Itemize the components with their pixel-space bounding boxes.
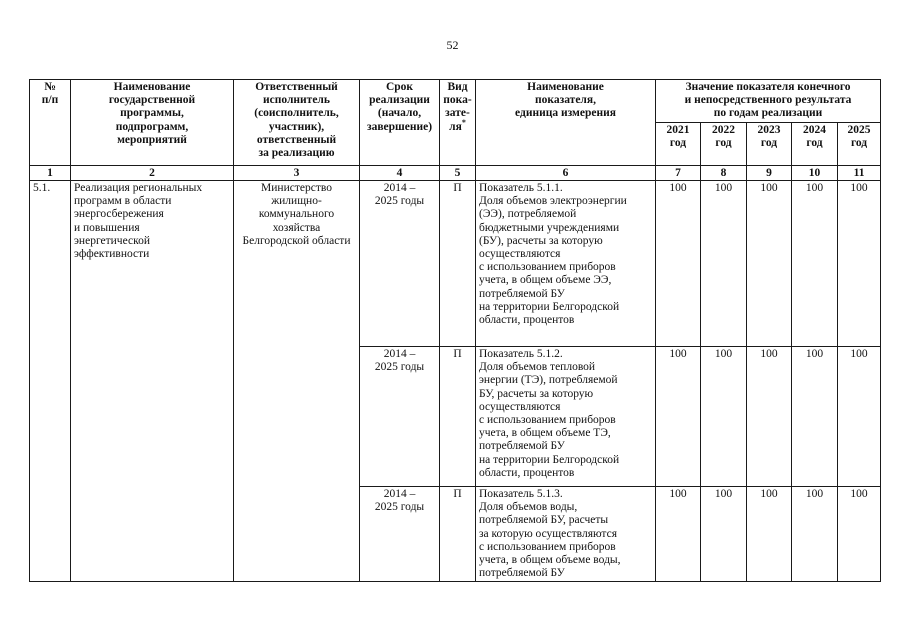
value-2025: 100 bbox=[838, 347, 881, 487]
indicator-type: П bbox=[440, 181, 476, 347]
header-row bbox=[30, 80, 881, 123]
indicator-type: П bbox=[440, 347, 476, 487]
responsible-executor: Министерство жилищно- коммунального хозяйства Белгородской области bbox=[234, 181, 360, 582]
header-year-2023: 2023 год bbox=[747, 123, 792, 166]
column-number: 2 bbox=[71, 166, 234, 181]
indicator-name: Показатель 5.1.2. Доля объемов тепловой энергии (ТЭ), потребляемой БУ, расчеты за которую осуществляются с использованием приборов учета, в общем объеме ТЭ, потребляемой БУ на территории Белгородской области, процентов bbox=[476, 347, 656, 487]
header-year-2022: 2022 год bbox=[701, 123, 747, 166]
value-2021: 100 bbox=[656, 347, 701, 487]
column-number: 8 bbox=[701, 166, 747, 181]
header-values-group: Значение показателя конечного и непосредственного результата по годам реализации bbox=[656, 80, 881, 123]
value-2024: 100 bbox=[792, 487, 838, 582]
header-indicator-name: Наименование показателя, единица измерения bbox=[476, 80, 656, 166]
column-number: 11 bbox=[838, 166, 881, 181]
value-2023: 100 bbox=[747, 347, 792, 487]
indicators-table bbox=[29, 79, 881, 582]
row-number: 5.1. bbox=[30, 181, 71, 582]
header-number: № п/п bbox=[30, 80, 71, 166]
indicator-name: Показатель 5.1.1. Доля объемов электроэнергии (ЭЭ), потребляемой бюджетными учреждениями (БУ), расчеты за которую осуществляются с использованием приборов учета, в общем объеме ЭЭ, потребляемой БУ на территории Белгородской области, процентов bbox=[476, 181, 656, 347]
footnote-mark: * bbox=[461, 117, 466, 127]
value-2021: 100 bbox=[656, 181, 701, 347]
header-year-2021: 2021 год bbox=[656, 123, 701, 166]
page-number: 52 bbox=[446, 38, 459, 52]
indicator-term: 2014 – 2025 годы bbox=[360, 347, 440, 487]
header-indicator-type: Вид пока- зате- ля* bbox=[440, 80, 476, 166]
column-number: 1 bbox=[30, 166, 71, 181]
column-number: 7 bbox=[656, 166, 701, 181]
value-2022: 100 bbox=[701, 181, 747, 347]
column-numbers-row bbox=[30, 166, 881, 181]
column-number: 4 bbox=[360, 166, 440, 181]
column-number: 5 bbox=[440, 166, 476, 181]
indicator-term: 2014 – 2025 годы bbox=[360, 487, 440, 582]
header-year-2025: 2025 год bbox=[838, 123, 881, 166]
column-number: 9 bbox=[747, 166, 792, 181]
indicator-type: П bbox=[440, 487, 476, 582]
indicator-name: Показатель 5.1.3. Доля объемов воды, потребляемой БУ, расчеты за которую осуществляются с использованием приборов учета, в общем объеме воды, потребляемой БУ bbox=[476, 487, 656, 582]
table-row bbox=[30, 181, 881, 347]
header-year-2024: 2024 год bbox=[792, 123, 838, 166]
value-2021: 100 bbox=[656, 487, 701, 582]
header-program-name: Наименование государственной программы, подпрограмм, мероприятий bbox=[71, 80, 234, 166]
value-2025: 100 bbox=[838, 181, 881, 347]
value-2022: 100 bbox=[701, 347, 747, 487]
column-number: 10 bbox=[792, 166, 838, 181]
value-2022: 100 bbox=[701, 487, 747, 582]
value-2025: 100 bbox=[838, 487, 881, 582]
value-2024: 100 bbox=[792, 181, 838, 347]
header-responsible: Ответственный исполнитель (соисполнитель, участник), ответственный за реализацию bbox=[234, 80, 360, 166]
header-term: Срок реализации (начало, завершение) bbox=[360, 80, 440, 166]
indicator-term: 2014 – 2025 годы bbox=[360, 181, 440, 347]
event-name: Реализация региональных программ в области энергосбережения и повышения энергетической эффективности bbox=[71, 181, 234, 582]
column-number: 3 bbox=[234, 166, 360, 181]
column-number: 6 bbox=[476, 166, 656, 181]
value-2023: 100 bbox=[747, 487, 792, 582]
value-2024: 100 bbox=[792, 347, 838, 487]
value-2023: 100 bbox=[747, 181, 792, 347]
